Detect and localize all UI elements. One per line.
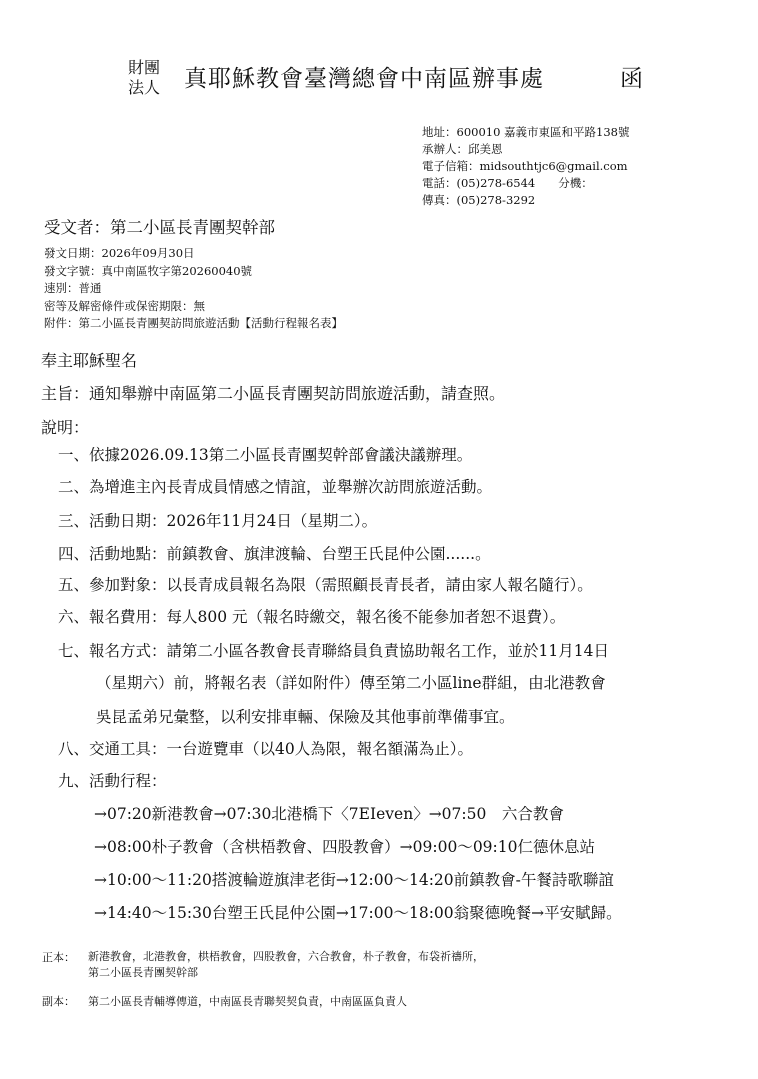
route-line-3: →10:00～11:20搭渡輪遊旗津老街→12:00～14:20前鎮教會-午餐詩歌聯誼 xyxy=(94,871,614,889)
meta-attachment: 附件：第二小區長青團契訪問旅遊活動【活動行程報名表】 xyxy=(44,316,343,331)
contact-address: 地址：600010 嘉義市東區和平路138號 xyxy=(422,125,630,139)
meta-number: 發文字號：真中南區牧字第20260040號 xyxy=(44,263,253,278)
meta-speed: 速別：普通 xyxy=(44,281,102,296)
route-line-2: →08:00朴子教會（含栱梧教會、四股教會）→09:00～09:10仁德休息站 xyxy=(94,838,595,856)
cc-list xyxy=(88,949,484,981)
greeting: 奉主耶穌聖名 xyxy=(41,351,138,370)
item-2: 二、為增進主內長青成員情感之情誼，並舉辦次訪問旅遊活動。 xyxy=(58,478,493,496)
cc-label: 正本： xyxy=(42,951,75,964)
org-type xyxy=(128,58,160,98)
item-9: 九、活動行程： xyxy=(58,772,167,790)
item-8: 八、交通工具：一台遊覽車（以40人為限，報名額滿為止）。 xyxy=(58,740,473,758)
meta-block xyxy=(44,245,343,333)
meta-secrecy: 密等及解密條件或保密期限：無 xyxy=(44,298,205,313)
item-6: 六、報名費用：每人800 元（報名時繳交，報名後不能參加者恕不退費）。 xyxy=(58,608,566,626)
copy-list: 第二小區長青輔導傳道，中南區長青聯契契負責，中南區區負責人 xyxy=(88,995,407,1008)
route-line-1: →07:20新港教會→07:30北港橋下〈7EIeven〉→07:50 六合教會 xyxy=(94,805,564,823)
item-3: 三、活動日期：2026年11月24日（星期二）。 xyxy=(58,512,378,530)
contact-email: 電子信箱：midsouthtjc6@gmail.com xyxy=(422,159,628,173)
item-1: 一、依據2026.09.13第二小區長青團契幹部會議決議辦理。 xyxy=(58,446,473,464)
cc-line-2: 第二小區長青團契幹部 xyxy=(88,966,198,979)
item-5: 五、參加對象：以長青成員報名為限（需照顧長青長者，請由家人報名隨行）。 xyxy=(58,576,593,594)
cc-line-1: 新港教會，北港教會，栱梧教會，四股教會，六合教會，朴子教會，布袋祈禱所， xyxy=(88,950,484,963)
explain-label: 說明： xyxy=(41,418,90,437)
subject: 主旨：通知舉辦中南區第二小區長青團契訪問旅遊活動，請查照。 xyxy=(41,384,506,403)
recipient: 受文者：第二小區長青團契幹部 xyxy=(44,218,275,237)
item-7-cont-1: （星期六）前，將報名表（詳如附件）傳至第二小區line群組，由北港教會 xyxy=(96,674,606,692)
contact-fax: 傳真：(05)278-3292 xyxy=(422,193,536,207)
contact-handler: 承辦人：邱美恩 xyxy=(422,142,503,156)
org-type-line1: 財團 xyxy=(128,58,161,77)
org-type-line2: 法人 xyxy=(128,78,161,97)
contact-block xyxy=(422,124,630,209)
item-7: 七、報名方式：請第二小區各教會長青聯絡員負責協助報名工作，並於11月14日 xyxy=(58,642,609,660)
copy-label: 副本： xyxy=(42,995,75,1008)
org-name: 真耶穌教會臺灣總會中南區辦事處 xyxy=(184,66,544,92)
item-4: 四、活動地點：前鎮教會、旗津渡輪、台塑王氏昆仲公園......。 xyxy=(58,545,491,563)
meta-date: 發文日期：2026年09月30日 xyxy=(44,246,195,260)
route-line-4: →14:40～15:30台塑王氏昆仲公園→17:00～18:00翁聚德晚餐→平安賦歸。 xyxy=(94,904,622,922)
item-7-cont-2: 吳昆孟弟兄彙整，以利安排車輛、保險及其他事前準備事宜。 xyxy=(96,708,515,726)
contact-phone: 電話：(05)278-6544 分機： xyxy=(422,176,593,190)
doc-type: 函 xyxy=(620,66,643,92)
